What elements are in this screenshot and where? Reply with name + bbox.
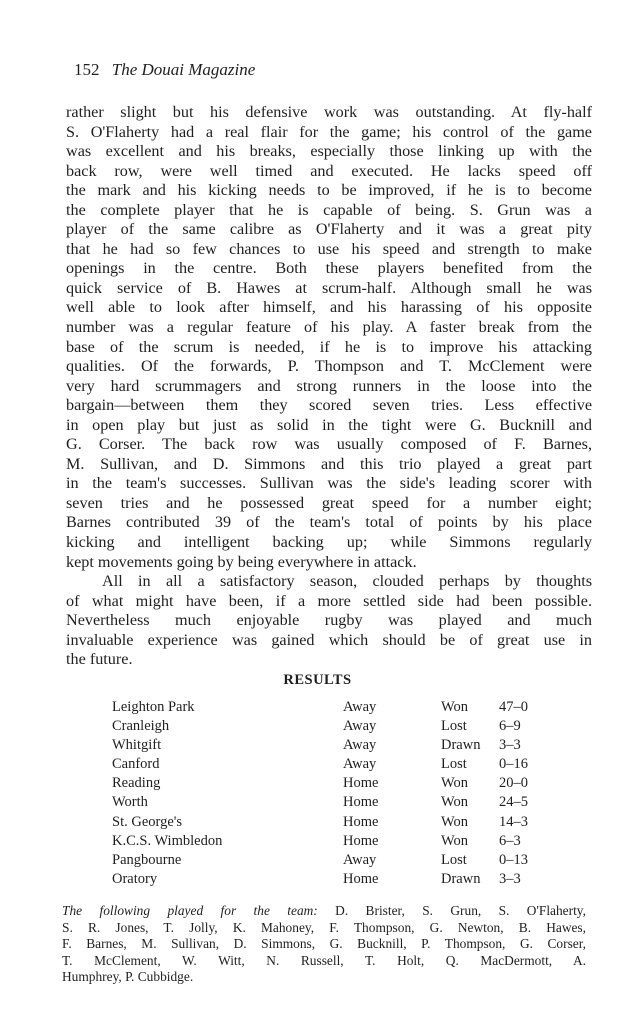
- results-row: [112, 833, 552, 852]
- body-line: kept movements going by being everywhere in attack.: [66, 552, 417, 571]
- score: 3–3: [499, 870, 521, 887]
- body-line: invaluable experience was gained which should be of great use in: [66, 630, 592, 649]
- team-list-line: T. McClement, W. Witt, N. Russell, T. Holt, Q. MacDermott, A.: [62, 952, 586, 968]
- results-row: [112, 737, 552, 756]
- results-row: [112, 852, 552, 871]
- body-line: back row, were well timed and executed. He lacks speed off: [66, 161, 592, 180]
- body-line: All in all a satisfactory season, clouded perhaps by thoughts: [102, 572, 592, 591]
- body-line: bargain—between them they scored seven tries. Less effective: [66, 396, 592, 415]
- results-row: [112, 814, 552, 833]
- magazine-title: The Douai Magazine: [111, 60, 256, 79]
- team-list-line: Humphrey, P. Cubbidge.: [62, 969, 194, 985]
- page-header: [74, 60, 255, 80]
- opponent: Cranleigh: [112, 718, 170, 735]
- results-row: [112, 756, 552, 775]
- body-line: S. O'Flaherty had a real flair for the game; his control of the game: [66, 122, 592, 141]
- body-line: G. Corser. The back row was usually composed of F. Barnes,: [66, 435, 592, 454]
- results-row: [112, 699, 552, 718]
- body-line: the mark and his kicking needs to be improved, if he is to become: [66, 181, 592, 200]
- outcome: Won: [441, 813, 469, 830]
- body-line: Nevertheless much enjoyable rugby was played and much: [66, 611, 592, 630]
- team-list-line: F. Barnes, M. Sullivan, D. Simmons, G. Bucknill, P. Thompson, G. Corser,: [62, 936, 586, 952]
- score: 0–16: [499, 756, 528, 773]
- outcome: Drawn: [441, 737, 481, 754]
- score: 47–0: [499, 699, 528, 715]
- opponent: Canford: [112, 756, 160, 773]
- venue: Away: [343, 756, 377, 773]
- body-line: player of the same calibre as O'Flaherty and it was a great pity: [66, 220, 592, 239]
- outcome: Lost: [441, 756, 467, 773]
- opponent: Whitgift: [112, 737, 162, 754]
- body-line: qualities. Of the forwards, P. Thompson and T. McClement were: [66, 357, 592, 376]
- venue: Home: [343, 832, 379, 849]
- results-heading: RESULTS: [283, 672, 352, 688]
- opponent: Oratory: [112, 870, 158, 887]
- outcome: Won: [441, 699, 469, 715]
- results-row: [112, 775, 552, 794]
- venue: Away: [343, 718, 377, 735]
- score: 3–3: [499, 737, 521, 754]
- opponent: Leighton Park: [112, 699, 195, 715]
- outcome: Lost: [441, 851, 467, 868]
- team-list-names: D. Brister, S. Grun, S. O'Flaherty,: [317, 903, 586, 918]
- results-row: [112, 794, 552, 813]
- body-line: Barnes contributed 39 of the team's total of points by his place: [66, 513, 592, 532]
- article-body: [66, 103, 592, 670]
- opponent: St. George's: [112, 813, 183, 830]
- opponent: K.C.S. Wimbledon: [112, 832, 223, 849]
- body-line: M. Sullivan, and D. Simmons and this trio played a great part: [66, 454, 592, 473]
- venue: Home: [343, 813, 379, 830]
- body-line: in the team's successes. Sullivan was the side's leading scorer with: [66, 474, 592, 493]
- body-line: the complete player that he is capable of being. S. Grun was a: [66, 200, 592, 219]
- team-list-line: [62, 903, 586, 920]
- body-line: base of the scrum is needed, if he is to improve his attacking: [66, 337, 592, 356]
- score: 24–5: [499, 794, 528, 811]
- body-line: very hard scrummagers and strong runners in the loose into the: [66, 376, 592, 395]
- body-line: well able to look after himself, and his harassing of his opposite: [66, 298, 592, 317]
- page-number: 152: [74, 60, 100, 79]
- body-line: openings in the centre. Both these players benefited from the: [66, 259, 592, 278]
- venue: Away: [343, 737, 377, 754]
- body-line: in open play but just as solid in the tight were G. Bucknill and: [66, 415, 592, 434]
- body-line: was excellent and his breaks, especially those linking up with the: [66, 142, 592, 161]
- score: 14–3: [499, 813, 528, 830]
- body-line: that he had so few chances to use his speed and strength to make: [66, 239, 592, 258]
- score: 6–3: [499, 832, 521, 849]
- team-list-lead: The following played for the team:: [62, 903, 318, 918]
- outcome: Won: [441, 775, 469, 792]
- outcome: Drawn: [441, 870, 481, 887]
- results-row: [112, 718, 552, 737]
- results-row: [112, 871, 552, 890]
- team-list-line: S. R. Jones, T. Jolly, K. Mahoney, F. Thompson, G. Newton, B. Hawes,: [62, 919, 586, 935]
- team-list: [62, 903, 586, 986]
- body-line: quick service of B. Hawes at scrum-half. Although small he was: [66, 278, 592, 297]
- body-line: of what might have been, if a more settled side had been possible.: [66, 591, 592, 610]
- venue: Home: [343, 775, 379, 792]
- score: 0–13: [499, 851, 528, 868]
- body-line: rather slight but his defensive work was outstanding. At fly-half: [66, 103, 592, 121]
- body-line: seven tries and he possessed great speed for a number eight;: [66, 493, 592, 512]
- body-line: number was a regular feature of his play. A faster break from the: [66, 318, 592, 337]
- opponent: Reading: [112, 775, 161, 792]
- venue: Away: [343, 699, 377, 715]
- venue: Away: [343, 851, 377, 868]
- opponent: Pangbourne: [112, 851, 182, 868]
- venue: Home: [343, 870, 379, 887]
- opponent: Worth: [112, 794, 148, 811]
- body-line: the future.: [66, 650, 133, 669]
- score: 6–9: [499, 718, 521, 735]
- score: 20–0: [499, 775, 528, 792]
- outcome: Lost: [441, 718, 467, 735]
- outcome: Won: [441, 794, 469, 811]
- venue: Home: [343, 794, 379, 811]
- outcome: Won: [441, 832, 469, 849]
- results-table: [112, 699, 552, 890]
- body-line: kicking and intelligent backing up; while Simmons regularly: [66, 533, 592, 552]
